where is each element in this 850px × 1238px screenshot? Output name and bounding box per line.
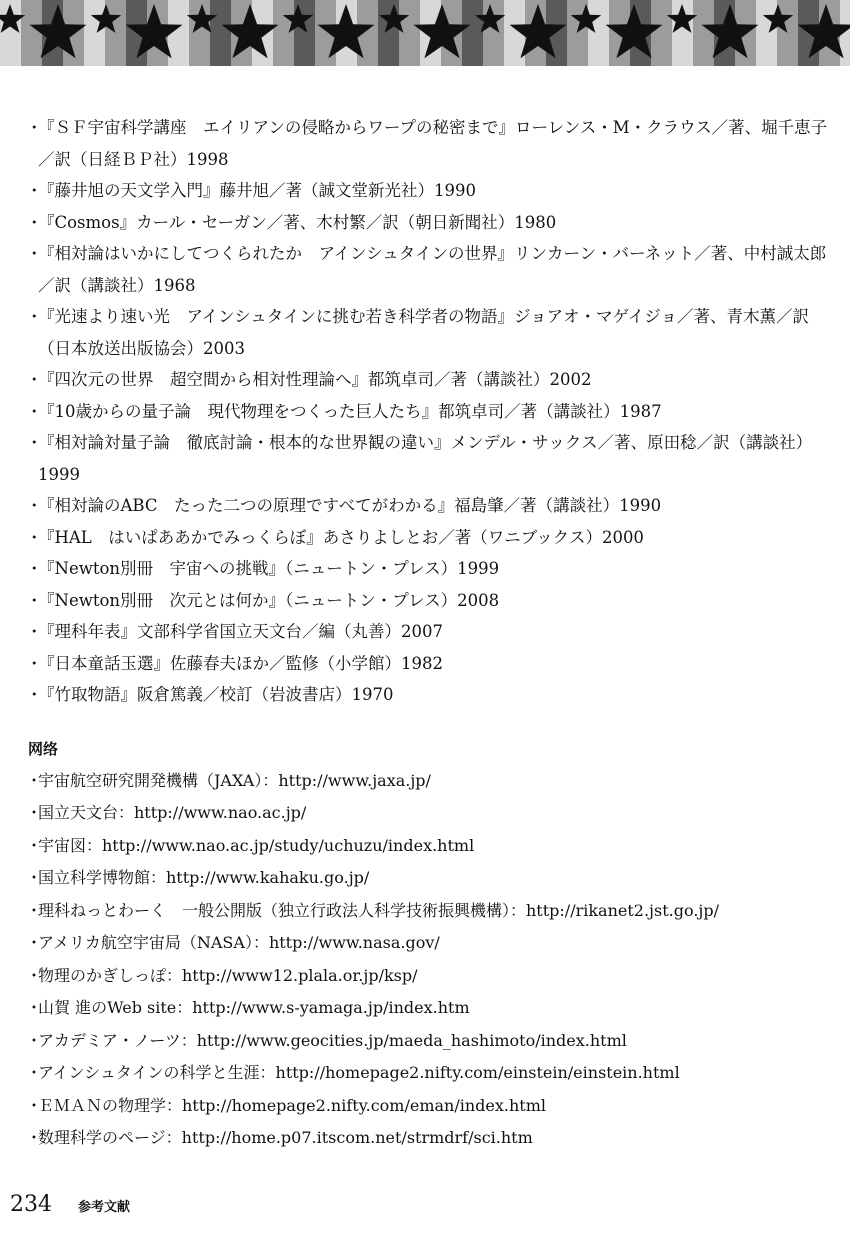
book-entry-text: 『竹取物語』阪倉篤義／校訂（岩波書店）1970 <box>38 685 394 704</box>
bullet-mark: ・ <box>26 307 43 326</box>
book-entry <box>26 207 836 239</box>
book-entry <box>26 427 836 490</box>
banner-stripe <box>168 0 189 70</box>
banner-stripe <box>399 0 420 70</box>
book-entry-text: 『Cosmos』カール・セーガン／著、木村繁／訳（朝日新聞社）1980 <box>38 212 557 232</box>
book-entry <box>26 553 836 585</box>
bullet-mark: ・ <box>26 212 43 232</box>
bullet-mark: ・ <box>26 1095 43 1115</box>
banner-stripe <box>462 0 483 70</box>
book-entry-text: 『Newton別冊 宇宙への挑戦』（ニュートン・プレス）1999 <box>38 559 500 578</box>
website-entry-text: 国立天文台：http://www.nao.ac.jp/ <box>38 803 307 822</box>
book-entry <box>26 301 836 364</box>
bullet-mark: ・ <box>26 370 43 389</box>
website-entry-text: アインシュタインの科学と生涯：http://homepage2.nifty.com/einstein/einstein.html <box>38 1063 680 1082</box>
banner-stripe <box>273 0 294 70</box>
website-entry-text: 物理のかぎしっぽ：http://www12.plala.or.jp/ksp/ <box>38 965 418 985</box>
bullet-mark: ・ <box>26 900 43 920</box>
website-entry <box>26 960 836 993</box>
bullet-mark: ・ <box>26 1128 43 1147</box>
bullet-mark: ・ <box>26 803 43 822</box>
bullet-mark: ・ <box>26 998 43 1017</box>
book-entry-text: 『Newton別冊 次元とは何か』（ニュートン・プレス）2008 <box>38 590 500 610</box>
bullet-mark: ・ <box>26 433 43 452</box>
book-entry <box>26 648 836 680</box>
book-entry-text: 『相対論はいかにしてつくられたか アインシュタインの世界』リンカーン・バーネット／著、中村誠太郎／訳（講談社）1968 <box>38 244 827 295</box>
star-banner <box>0 0 850 70</box>
book-entry <box>26 112 836 175</box>
page-number: 234 <box>10 1192 52 1217</box>
bullet-mark: ・ <box>26 401 43 421</box>
bullet-mark: ・ <box>26 1063 43 1082</box>
book-entry-text: 『HAL はいぱああかでみっくらぼ』あさりよしとお／著（ワニブックス）2000 <box>38 527 644 547</box>
website-entry <box>26 765 836 798</box>
book-entry <box>26 522 836 554</box>
web-section-heading: 网络 <box>28 739 59 758</box>
website-entry <box>26 1057 836 1090</box>
website-entry <box>26 1025 836 1058</box>
banner-stripe <box>693 0 714 70</box>
website-entry-text: ＥＭＡＮの物理学：http://homepage2.nifty.com/eman/index.html <box>38 1095 546 1115</box>
website-entry-text: アカデミア・ノーツ：http://www.geocities.jp/maeda_hashimoto/index.html <box>38 1030 627 1050</box>
website-entry <box>26 992 836 1025</box>
bullet-mark: ・ <box>26 965 43 985</box>
book-entry <box>26 585 836 617</box>
banner-stripe <box>756 0 777 70</box>
bullet-mark: ・ <box>26 118 43 137</box>
banner-edge <box>0 66 850 70</box>
bullet-mark: ・ <box>26 835 43 855</box>
website-list <box>26 765 836 1155</box>
website-entry <box>26 830 836 863</box>
bullet-mark: ・ <box>26 622 43 641</box>
book-list <box>26 112 836 711</box>
book-entry-text: 『相対論のABC たった二つの原理ですべてがわかる』福島肇／著（講談社）1990 <box>38 496 662 515</box>
banner-stripe <box>84 0 105 70</box>
book-entry-text: 『四次元の世界 超空間から相対性理論へ』都筑卓司／著（講談社）2002 <box>38 370 592 389</box>
banner-stripe <box>651 0 672 70</box>
website-entry-text: 国立科学博物館：http://www.kahaku.go.jp/ <box>38 868 370 887</box>
banner-stripe <box>21 0 42 70</box>
book-entry-text: 『藤井旭の天文学入門』藤井旭／著（誠文堂新光社）1990 <box>38 181 476 200</box>
bullet-mark: ・ <box>26 685 43 704</box>
book-entry-text: 『光速より速い光 アインシュタインに挑む若き科学者の物語』ジョアオ・マゲイジョ／著、青木薫／訳（日本放送出版協会）2003 <box>38 307 809 358</box>
bullet-mark: ・ <box>26 1030 43 1050</box>
website-entry-text: 宇宙航空研究開発機構（JAXA）：http://www.jaxa.jp/ <box>38 770 431 790</box>
book-entry-text: 『日本童話玉選』佐藤春夫ほか／監修（小学館）1982 <box>38 653 443 673</box>
website-entry <box>26 862 836 895</box>
bullet-mark: ・ <box>26 559 43 578</box>
book-entry-text: 『ＳＦ宇宙科学講座 エイリアンの侵略からワープの秘密まで』ローレンス・M・クラウス／著、堀千恵子／訳（日経ＢＰ社）1998 <box>38 118 828 169</box>
banner-stripe <box>504 0 525 70</box>
footer-title: 参考文献 <box>78 1200 131 1215</box>
book-entry-text: 『理科年表』文部科学省国立天文台／編（丸善）2007 <box>38 622 443 641</box>
website-entry-text: 宇宙図：http://www.nao.ac.jp/study/uchuzu/index.html <box>38 835 475 855</box>
banner-stripe <box>588 0 609 70</box>
bullet-mark: ・ <box>26 933 43 952</box>
website-entry <box>26 927 836 960</box>
bullet-mark: ・ <box>26 181 43 200</box>
book-entry <box>26 616 836 648</box>
website-entry <box>26 797 836 830</box>
bullet-mark: ・ <box>26 244 43 263</box>
bullet-mark: ・ <box>26 590 43 610</box>
banner-stripe <box>210 0 231 70</box>
banner-stripe <box>189 0 210 70</box>
book-entry <box>26 490 836 522</box>
website-entry-text: 数理科学のページ：http://home.p07.itscom.net/strmdrf/sci.htm <box>38 1128 533 1147</box>
book-entry <box>26 364 836 396</box>
website-entry <box>26 1090 836 1123</box>
website-entry <box>26 1122 836 1155</box>
website-entry <box>26 895 836 928</box>
banner-stripe <box>483 0 504 70</box>
website-entry-text: 山賀 進のWeb site：http://www.s-yamaga.jp/index.htm <box>38 998 470 1017</box>
book-entry-text: 『10歳からの量子論 現代物理をつくった巨人たち』都筑卓司／著（講談社）1987 <box>38 401 662 421</box>
website-entry-text: 理科ねっとわーく 一般公開版（独立行政法人科学技術振興機構）：http://rikanet2.jst.go.jp/ <box>38 900 720 920</box>
bullet-mark: ・ <box>26 868 43 887</box>
book-entry <box>26 396 836 428</box>
book-entry <box>26 238 836 301</box>
book-entry <box>26 175 836 207</box>
website-entry-text: アメリカ航空宇宙局（NASA）：http://www.nasa.gov/ <box>38 933 440 952</box>
reference-content <box>26 112 836 1155</box>
banner-stripe <box>840 0 850 70</box>
bullet-mark: ・ <box>26 770 43 790</box>
bullet-mark: ・ <box>26 496 43 515</box>
book-entry-text: 『相対論対量子論 徹底討論・根本的な世界観の違い』メンデル・サックス／著、原田稔／訳（講談社）1999 <box>38 433 813 484</box>
page-footer <box>10 1192 130 1217</box>
book-entry <box>26 679 836 711</box>
bullet-mark: ・ <box>26 527 43 547</box>
bullet-mark: ・ <box>26 653 43 673</box>
